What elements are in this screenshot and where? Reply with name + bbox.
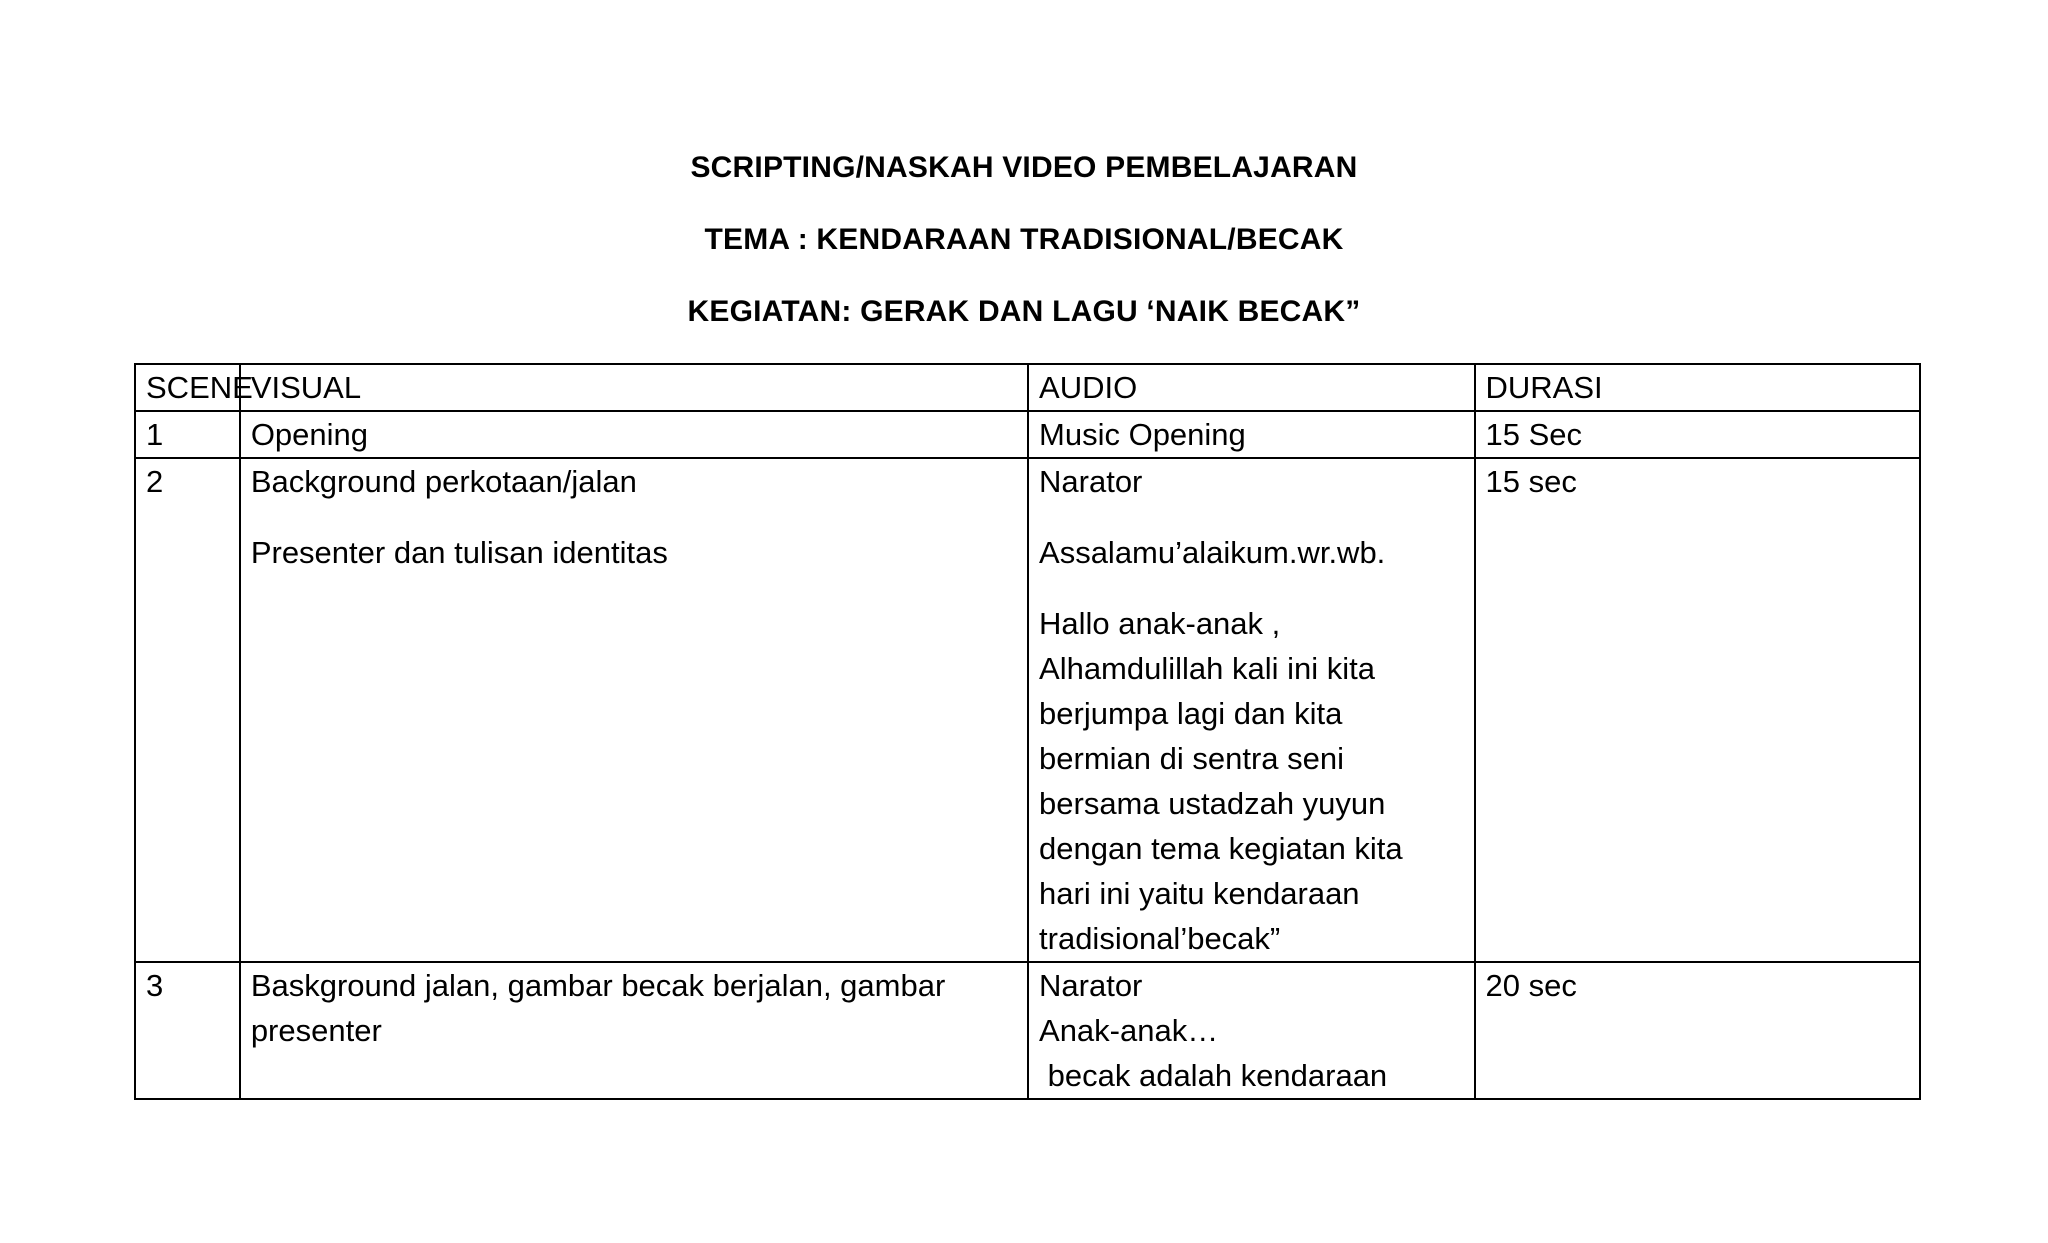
header-visual: VISUAL	[240, 364, 1028, 411]
table-row	[135, 962, 1920, 1099]
durasi-cell: 20 sec	[1475, 962, 1920, 1099]
header-audio: AUDIO	[1028, 364, 1475, 411]
visual-cell	[240, 458, 1028, 962]
audio-line: dengan tema kegiatan kita	[1039, 831, 1403, 866]
visual-cell	[240, 411, 1028, 458]
scene-number: 2	[135, 458, 240, 962]
audio-line: Anak-anak…	[1039, 1013, 1219, 1048]
table-row	[135, 411, 1920, 458]
audio-line: Alhamdulillah kali ini kita	[1039, 651, 1376, 686]
document-activity: KEGIATAN: GERAK DAN LAGU ‘NAIK BECAK”	[687, 295, 1361, 328]
audio-line: Assalamu’alaikum.wr.wb.	[1039, 535, 1386, 570]
visual-line: Background perkotaan/jalan	[250, 464, 637, 499]
audio-line: Narator	[1039, 968, 1143, 1003]
audio-cell	[1028, 411, 1475, 458]
audio-line: Hallo anak-anak ,	[1039, 606, 1281, 641]
audio-line: Narator	[1039, 464, 1143, 499]
audio-line: berjumpa lagi dan kita	[1039, 696, 1343, 731]
visual-line: Baskground jalan, gambar becak berjalan, gambar	[250, 968, 946, 1003]
header-durasi: DURASI	[1475, 364, 1920, 411]
visual-line: presenter	[250, 1013, 382, 1048]
header-scene: SCENE	[135, 364, 240, 411]
visual-line: Opening	[250, 417, 369, 452]
visual-line: Presenter dan tulisan identitas	[250, 535, 668, 570]
audio-cell	[1028, 962, 1475, 1099]
table-header-row	[135, 364, 1920, 411]
durasi-cell: 15 Sec	[1475, 411, 1920, 458]
scene-number: 3	[135, 962, 240, 1099]
audio-line: tradisional’becak”	[1039, 921, 1281, 956]
audio-line: becak adalah kendaraan	[1039, 1058, 1388, 1093]
scene-number: 1	[135, 411, 240, 458]
audio-line: bermian di sentra seni	[1039, 741, 1345, 776]
audio-line: bersama ustadzah yuyun	[1039, 786, 1386, 821]
table-row	[135, 458, 1920, 962]
audio-line: hari ini yaitu kendaraan	[1039, 876, 1360, 911]
visual-cell	[240, 962, 1028, 1099]
durasi-cell: 15 sec	[1475, 458, 1920, 962]
document-header	[0, 150, 2048, 366]
script-table	[134, 363, 1921, 1100]
audio-cell	[1028, 458, 1475, 962]
audio-line: Music Opening	[1039, 417, 1246, 452]
document-title: SCRIPTING/NASKAH VIDEO PEMBELAJARAN	[690, 151, 1358, 184]
document-theme: TEMA : KENDARAAN TRADISIONAL/BECAK	[704, 223, 1344, 256]
